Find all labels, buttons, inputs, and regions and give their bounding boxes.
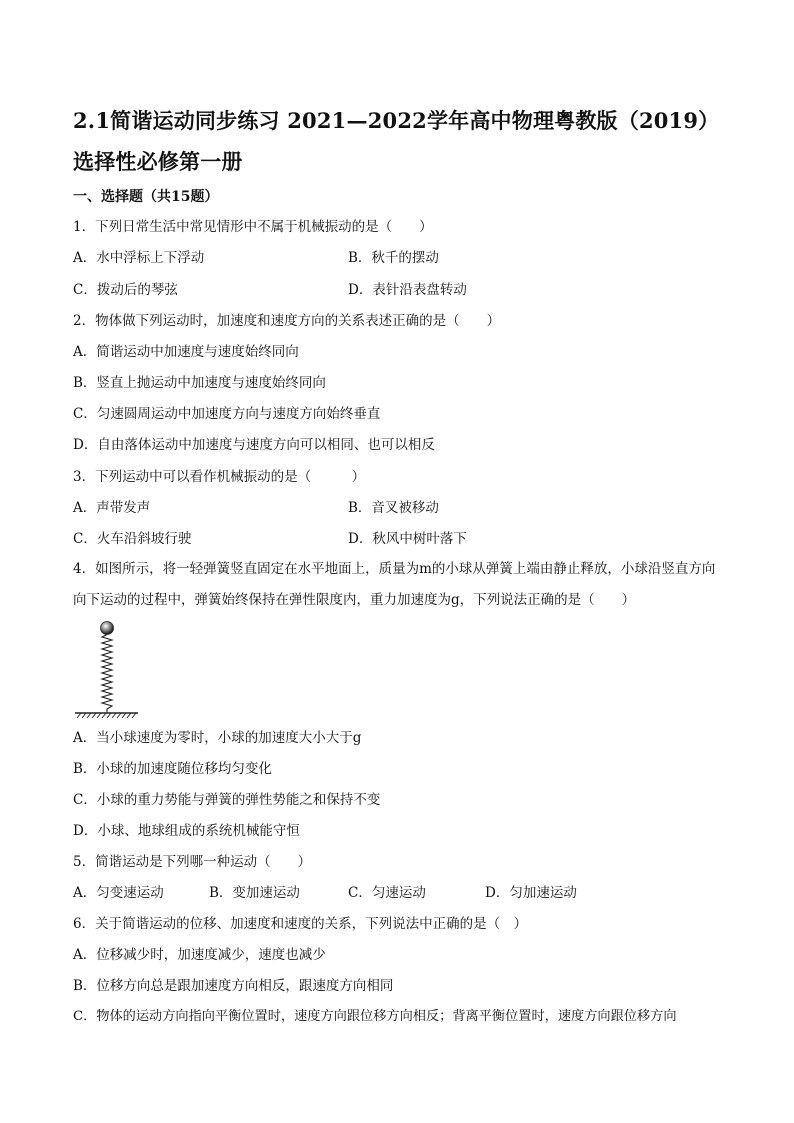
question-5-stem: 5．简谐运动是下列哪一种运动（ ） bbox=[73, 854, 312, 870]
section-heading: 一、选择题（共15题） bbox=[73, 189, 219, 205]
question-4-option-a: A．当小球速度为零时，小球的加速度大小大于g bbox=[73, 730, 362, 746]
question-2-stem: 2．物体做下列运动时，加速度和速度方向的关系表述正确的是（ ） bbox=[73, 313, 501, 329]
question-4-option-c: C．小球的重力势能与弹簧的弹性势能之和保持不变 bbox=[73, 792, 381, 808]
question-3-option-d: D．秋风中树叶落下 bbox=[348, 531, 467, 547]
question-2-option-d: D．自由落体运动中加速度与速度方向可以相同、也可以相反 bbox=[73, 437, 435, 453]
question-1-option-a: A．水中浮标上下浮动 bbox=[73, 250, 205, 266]
question-4-stem: 4．如图所示，将一轻弹簧竖直固定在水平地面上，质量为m的小球从弹簧上端由静止释放，小球沿竖直方向向下运动的过程中，弹簧始终保持在弹性限度内，重力加速度为g，下列说法正确的是（ ） bbox=[73, 561, 716, 608]
question-5-option-a: A．匀变速运动 bbox=[73, 885, 164, 901]
question-3-stem: 3．下列运动中可以看作机械振动的是（ ） bbox=[73, 469, 366, 485]
question-4-option-d: D．小球、地球组成的系统机械能守恒 bbox=[73, 823, 300, 839]
spring-icon bbox=[102, 635, 112, 714]
page-title: 2.1简谐运动同步练习 2021—2022学年高中物理粤教版（2019）选择性必修第一册 bbox=[73, 108, 720, 174]
question-6-stem: 6．关于简谐运动的位移、加速度和速度的关系，下列说法中正确的是（ ） bbox=[73, 916, 528, 932]
question-5-option-c: C．匀速运动 bbox=[348, 885, 426, 901]
question-1-stem: 1．下列日常生活中常见情形中不属于机械振动的是（ ） bbox=[73, 219, 433, 235]
question-6-option-a: A．位移减少时，加速度减少，速度也减少 bbox=[73, 947, 326, 963]
question-2-option-b: B．竖直上抛运动中加速度与速度始终同向 bbox=[73, 375, 326, 391]
question-3-option-a: A．声带发声 bbox=[73, 500, 151, 516]
question-3-option-c: C．火车沿斜坡行驶 bbox=[73, 531, 192, 547]
ball-icon bbox=[101, 622, 114, 635]
question-1-option-c: C．拨动后的琴弦 bbox=[73, 282, 178, 298]
question-5-option-d: D．匀加速运动 bbox=[485, 885, 577, 901]
question-6-option-b: B．位移方向总是跟加速度方向相反，跟速度方向相同 bbox=[73, 978, 394, 994]
question-3-option-b: B．音叉被移动 bbox=[348, 500, 439, 516]
question-6-option-c: C．物体的运动方向指向平衡位置时，速度方向跟位移方向相反；背离平衡位置时，速度方向跟位移方向 bbox=[73, 1009, 677, 1024]
question-2-option-a: A．简谐运动中加速度与速度始终同向 bbox=[73, 344, 299, 360]
question-1-option-b: B．秋千的摆动 bbox=[348, 250, 439, 266]
spring-ball-figure bbox=[70, 612, 150, 722]
question-1-option-d: D．表针沿表盘转动 bbox=[348, 282, 467, 298]
question-4-option-b: B．小球的加速度随位移均匀变化 bbox=[73, 761, 272, 777]
question-2-option-c: C．匀速圆周运动中加速度方向与速度方向始终垂直 bbox=[73, 406, 381, 422]
question-5-option-b: B．变加速运动 bbox=[209, 885, 300, 901]
